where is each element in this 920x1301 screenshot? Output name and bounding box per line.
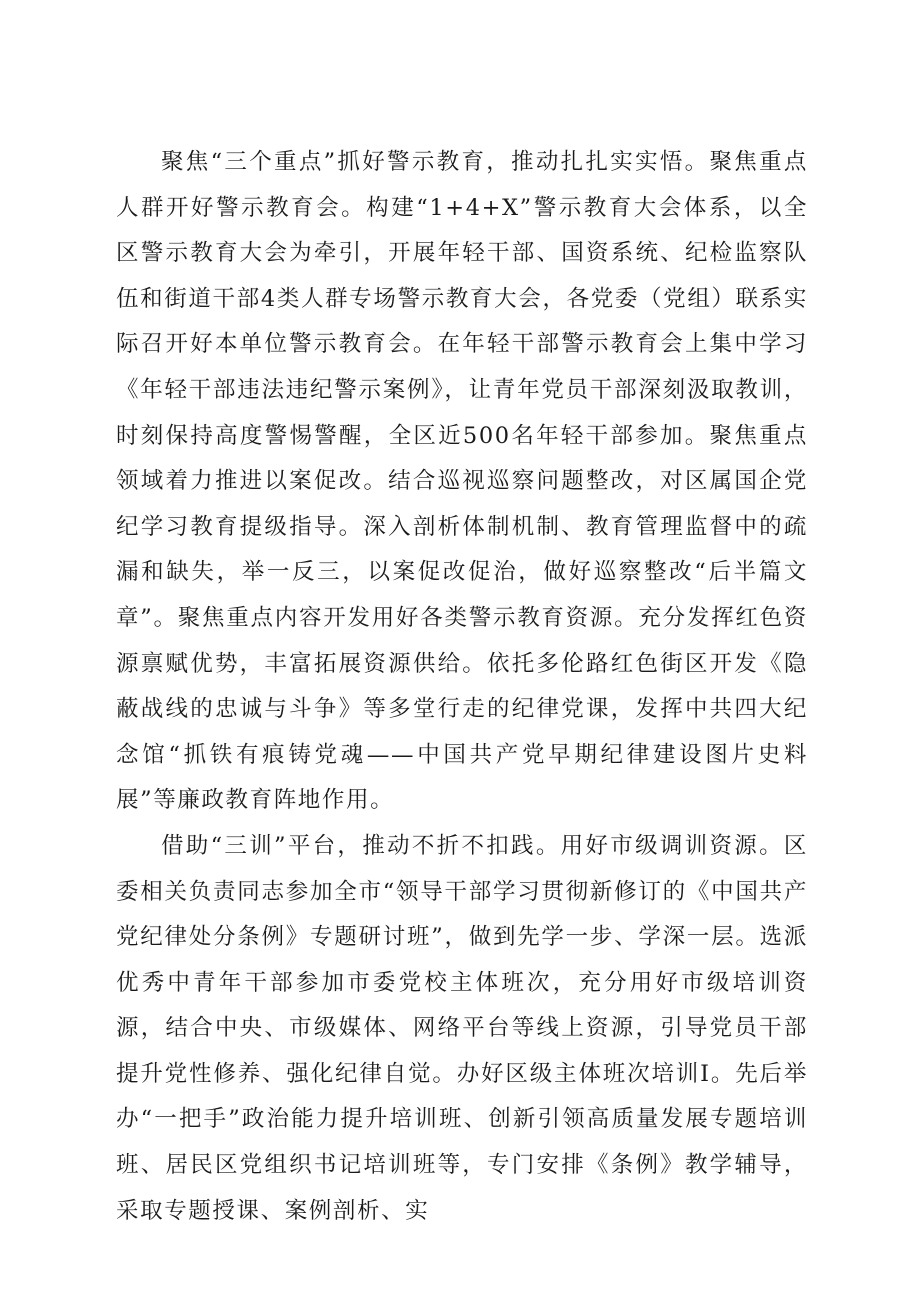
paragraph-warning-education: 聚焦“三个重点”抓好警示教育，推动扎扎实实悟。聚焦重点人群开好警示教育会。构建“1+4+X”警示教育大会体系，以全区警示教育大会为牵引，开展年轻干部、国资系统、纪检监察队伍和街道干部4类人群专场警示教育大会，各党委（党组）联系实际召开好本单位警示教育会。在年轻干部警示教育会上集中学习《年轻干部违法违纪警示案例》，让青年党员干部深刻汲取教训，时刻保持高度警惕警醒，全区近500名年轻干部参加。聚焦重点领域着力推进以案促改。结合巡视巡察问题整改，对区属国企党纪学习教育提级指导。深入剖析体制机制、教育管理监督中的疏漏和缺失，举一反三，以案促改促治，做好巡察整改“后半篇文章”。聚焦重点内容开发用好各类警示教育资源。充分发挥红色资源禀赋优势，丰富拓展资源供给。依托多伦路红色街区开发《隐蔽战线的忠诚与斗争》等多堂行走的纪律党课，发挥中共四大纪念馆“抓铁有痕铸党魂——中国共产党早期纪律建设图片史料展”等廉政教育阵地作用。 bbox=[116, 149, 808, 814]
paragraph-training-platform: 借助“三训”平台，推动不折不扣践。用好市级调训资源。区委相关负责同志参加全市“领导干部学习贯彻新修订的《中国共产党纪律处分条例》专题研讨班”，做到先学一步、学深一层。选派优秀中青年干部参加市委党校主体班次，充分用好市级培训资源，结合中央、市级媒体、网络平台等线上资源，引导党员干部提升党性修养、强化纪律自觉。办好区级主体班次培训I。先后举办“一把手”政治能力提升培训班、创新引领高质量发展专题培训班、居民区党组织书记培训班等，专门安排《条例》教学辅导，采取专题授课、案例剖析、实 bbox=[116, 832, 808, 1224]
document-body bbox=[116, 140, 808, 1234]
